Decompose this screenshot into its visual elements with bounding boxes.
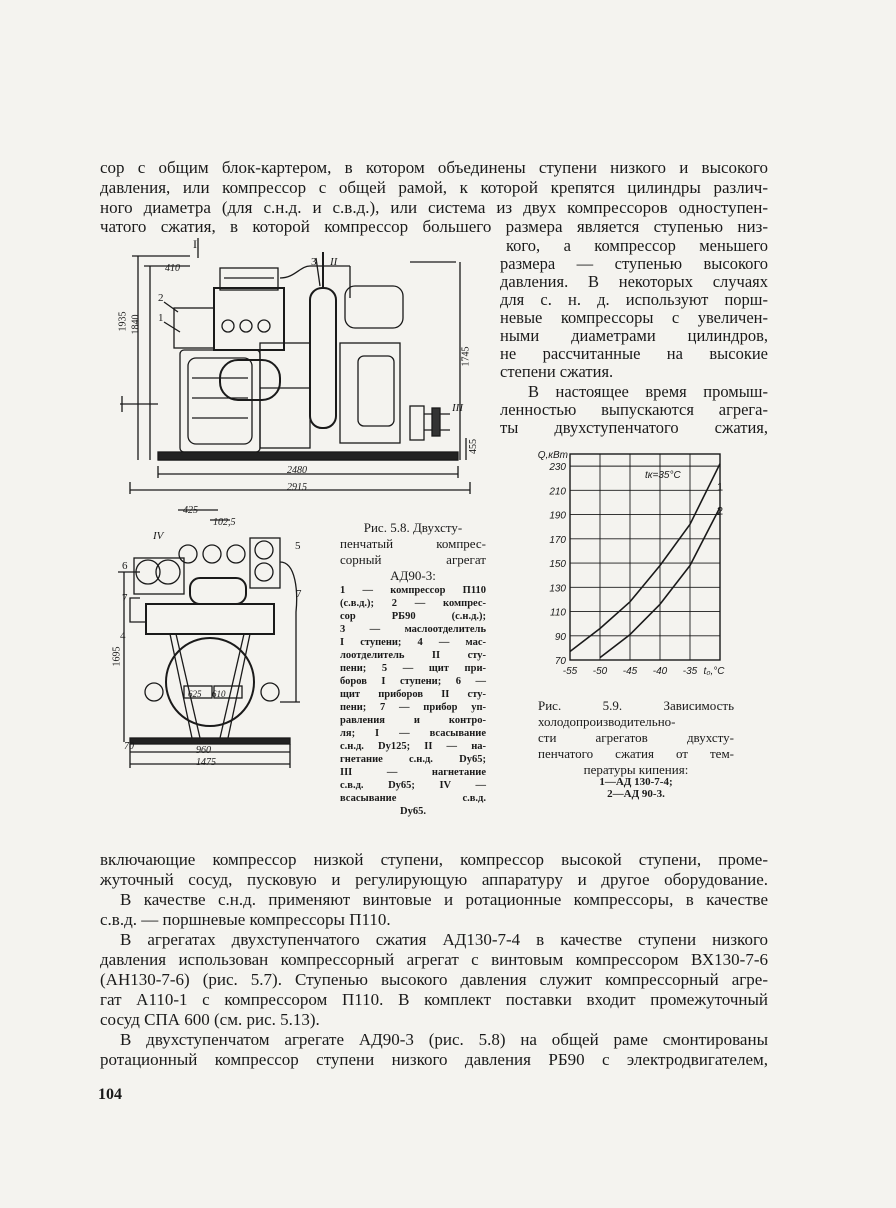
page-number: 104 <box>98 1086 122 1103</box>
y-tick-label: 90 <box>554 631 566 643</box>
label-4: 4 <box>120 630 126 642</box>
y-axis-label: Q,кВт <box>537 450 568 461</box>
dim-1475: 1475 <box>196 757 216 768</box>
legend-line: сор РБ90 (с.н.д.); <box>340 611 486 622</box>
right-column-line: для с. н. д. используют порш- <box>500 290 768 309</box>
body-line: сосуд СПА 600 (см. рис. 5.13). <box>100 1010 320 1029</box>
dim-1695: 1695 <box>111 646 123 667</box>
legend-line: равления и контро- <box>340 715 486 726</box>
body-line: жуточный сосуд, пусковую и регулирующую аппаратуру и другое оборудование. <box>100 870 768 889</box>
legend-line: с.н.д. Dу125; II — на- <box>340 741 486 752</box>
dim-410: 410 <box>165 263 180 274</box>
right-column-line: В настоящее время промыш- <box>528 382 768 401</box>
fig58-caption-line: пенчатый компрес- <box>340 536 486 551</box>
compressor-side-view-drawing <box>110 238 500 498</box>
body-line: с.в.д. — поршневые компрессоры П110. <box>100 910 391 929</box>
label-6: 6 <box>122 560 128 572</box>
legend-line: пени; 7 — прибор уп- <box>340 702 486 713</box>
fig59-caption-line: 2—АД 90-3. <box>607 788 665 800</box>
fig58-caption-title: Рис. 5.8. Двухсту- <box>363 520 463 535</box>
series-line-1 <box>570 464 720 652</box>
label-3: 3 <box>311 256 317 268</box>
right-column-line: не рассчитанные на высокие <box>500 344 768 363</box>
y-tick-label: 130 <box>549 583 566 595</box>
legend-line: щит приборов II сту- <box>340 689 486 700</box>
label-III: III <box>452 402 463 414</box>
label-7: 7 <box>296 588 302 600</box>
fig58-legend <box>340 584 486 818</box>
y-tick-label: 110 <box>550 607 566 619</box>
x-tick-label: -40 <box>652 666 668 677</box>
right-column-line: невые компрессоры с увеличен- <box>500 308 768 327</box>
body-line: давления, или компрессор с общей рамой, к которой крепятся цилиндры различ- <box>100 178 768 197</box>
x-tick-label: -55 <box>562 666 578 677</box>
series-label-2: 2 <box>717 505 724 518</box>
dim-960: 960 <box>196 745 211 756</box>
body-line: сор с общим блок-картером, в котором объединены ступени низкого и высокого <box>100 158 768 177</box>
legend-line: 1 — компрессор П110 <box>340 585 486 596</box>
legend-line: 3 — маслоотделитель <box>340 624 486 635</box>
legend-line: гнетание с.н.д. Dу65; <box>340 754 486 765</box>
legend-line: ля; I — всасывание <box>340 728 486 739</box>
label-5: 5 <box>295 540 301 552</box>
dim-2915: 2915 <box>287 482 307 493</box>
legend-line: пени; 5 — щит при- <box>340 663 486 674</box>
dim-455: 455 <box>468 439 479 454</box>
y-tick-label: 210 <box>549 486 566 498</box>
fig59-caption-line: Рис. 5.9. Зависимость <box>538 698 734 713</box>
dim-1935: 1935 <box>117 311 129 332</box>
legend-line: всасывание с.в.д. <box>340 793 486 804</box>
label-1: 1 <box>158 312 164 324</box>
right-column-line: кого, а компрессор меньшего <box>506 236 768 255</box>
condensing-temperature-annotation: tк=35°C <box>645 470 681 482</box>
fig58-caption-line: АД90-3: <box>390 568 436 583</box>
label-II: II <box>330 256 338 268</box>
right-column-line: давления. В некоторых случаях <box>500 272 768 291</box>
legend-line: III — нагнетание <box>340 767 486 778</box>
body-line: чатого сжатия, в которой компрессор большего размера является ступенью низ- <box>100 217 768 236</box>
y-tick-label: 70 <box>554 656 566 667</box>
compressor-front-view-drawing <box>110 502 310 777</box>
x-tick-label: -45 <box>622 666 638 677</box>
right-column-line: ленностью выпускаются агрега- <box>500 400 768 419</box>
dim-102-5: 102,5 <box>213 517 236 528</box>
body-line: включающие компрессор низкой ступени, компрессор высокой ступени, проме- <box>100 850 768 869</box>
y-tick-label: 190 <box>549 510 566 522</box>
series-label-1: 1 <box>717 481 724 494</box>
right-column-line: ными диаметрами цилиндров, <box>500 326 768 345</box>
label-2: 2 <box>158 292 164 304</box>
right-column-line: степени сжатия. <box>500 362 614 381</box>
body-line: гат А110-1 с компрессором П110. В комплект поставки входит промежуточный <box>100 990 768 1009</box>
fig59-chart <box>530 446 740 684</box>
dim-610: 610 <box>212 689 226 699</box>
dim-425: 425 <box>183 505 198 516</box>
body-line: ного диаметра (для с.н.д. и с.в.д.), или система из двух компрессоров одноступен- <box>100 198 768 217</box>
y-tick-label: 150 <box>549 559 566 571</box>
y-tick-label: 170 <box>549 534 566 546</box>
body-line: В агрегатах двухступенчатого сжатия АД130-7-4 в качестве ступени низкого <box>120 930 768 949</box>
legend-line: (с.в.д.); 2 — компрес- <box>340 598 486 609</box>
body-line: ротационный компрессор ступени низкого давления РБ90 с электродвигателем, <box>100 1050 768 1069</box>
body-line: В качестве с.н.д. применяют винтовые и ротационные компрессоры, в качестве <box>120 890 768 909</box>
fig59-caption-line: 1—АД 130-7-4; <box>599 776 673 788</box>
body-line: В двухступенчатом агрегате АД90-3 (рис. 5.8) на общей раме смонтированы <box>120 1030 768 1049</box>
legend-line: Dу65. <box>400 806 426 817</box>
dim-1840: 1840 <box>130 314 142 335</box>
x-tick-label: -35 <box>682 666 698 677</box>
label-I: I <box>193 237 197 251</box>
legend-line: боров I ступени; 6 — <box>340 676 486 687</box>
x-axis-label: t₀,°C <box>703 666 725 677</box>
fig58-caption-line: сорный агрегат <box>340 552 486 567</box>
right-column-line: размера — ступенью высокого <box>500 254 768 273</box>
right-column-line: ты двухступенчатого сжатия, <box>500 418 768 437</box>
dim-70: 70 <box>124 741 134 752</box>
fig59-caption-line: пенчатого сжатия от тем- <box>538 746 734 761</box>
dim-625: 625 <box>188 689 202 699</box>
fig59-caption-line: холодопроизводительно- <box>538 714 676 729</box>
body-line: (АН130-7-6) (рис. 5.7). Ступенью высокого давления служит компрессорный агре- <box>100 970 768 989</box>
legend-line: лоотделитель II сту- <box>340 650 486 661</box>
y-tick-label: 230 <box>549 462 566 474</box>
fig59-caption-line: сти агрегатов двухсту- <box>538 730 734 745</box>
legend-line: I ступени; 4 — мас- <box>340 637 486 648</box>
legend-line: с.в.д. Dу65; IV — <box>340 780 486 791</box>
body-line: давления использован компрессорный агрегат с винтовым компрессором ВХ130-7-6 <box>100 950 768 969</box>
dim-2480: 2480 <box>287 465 307 476</box>
label-IV: IV <box>153 530 164 542</box>
x-tick-label: -50 <box>592 666 608 677</box>
fig59-caption-line: пературы кипения: <box>583 762 689 777</box>
label-7: 7 <box>122 592 128 604</box>
plot-frame <box>570 454 720 660</box>
dim-1745: 1745 <box>460 346 472 367</box>
